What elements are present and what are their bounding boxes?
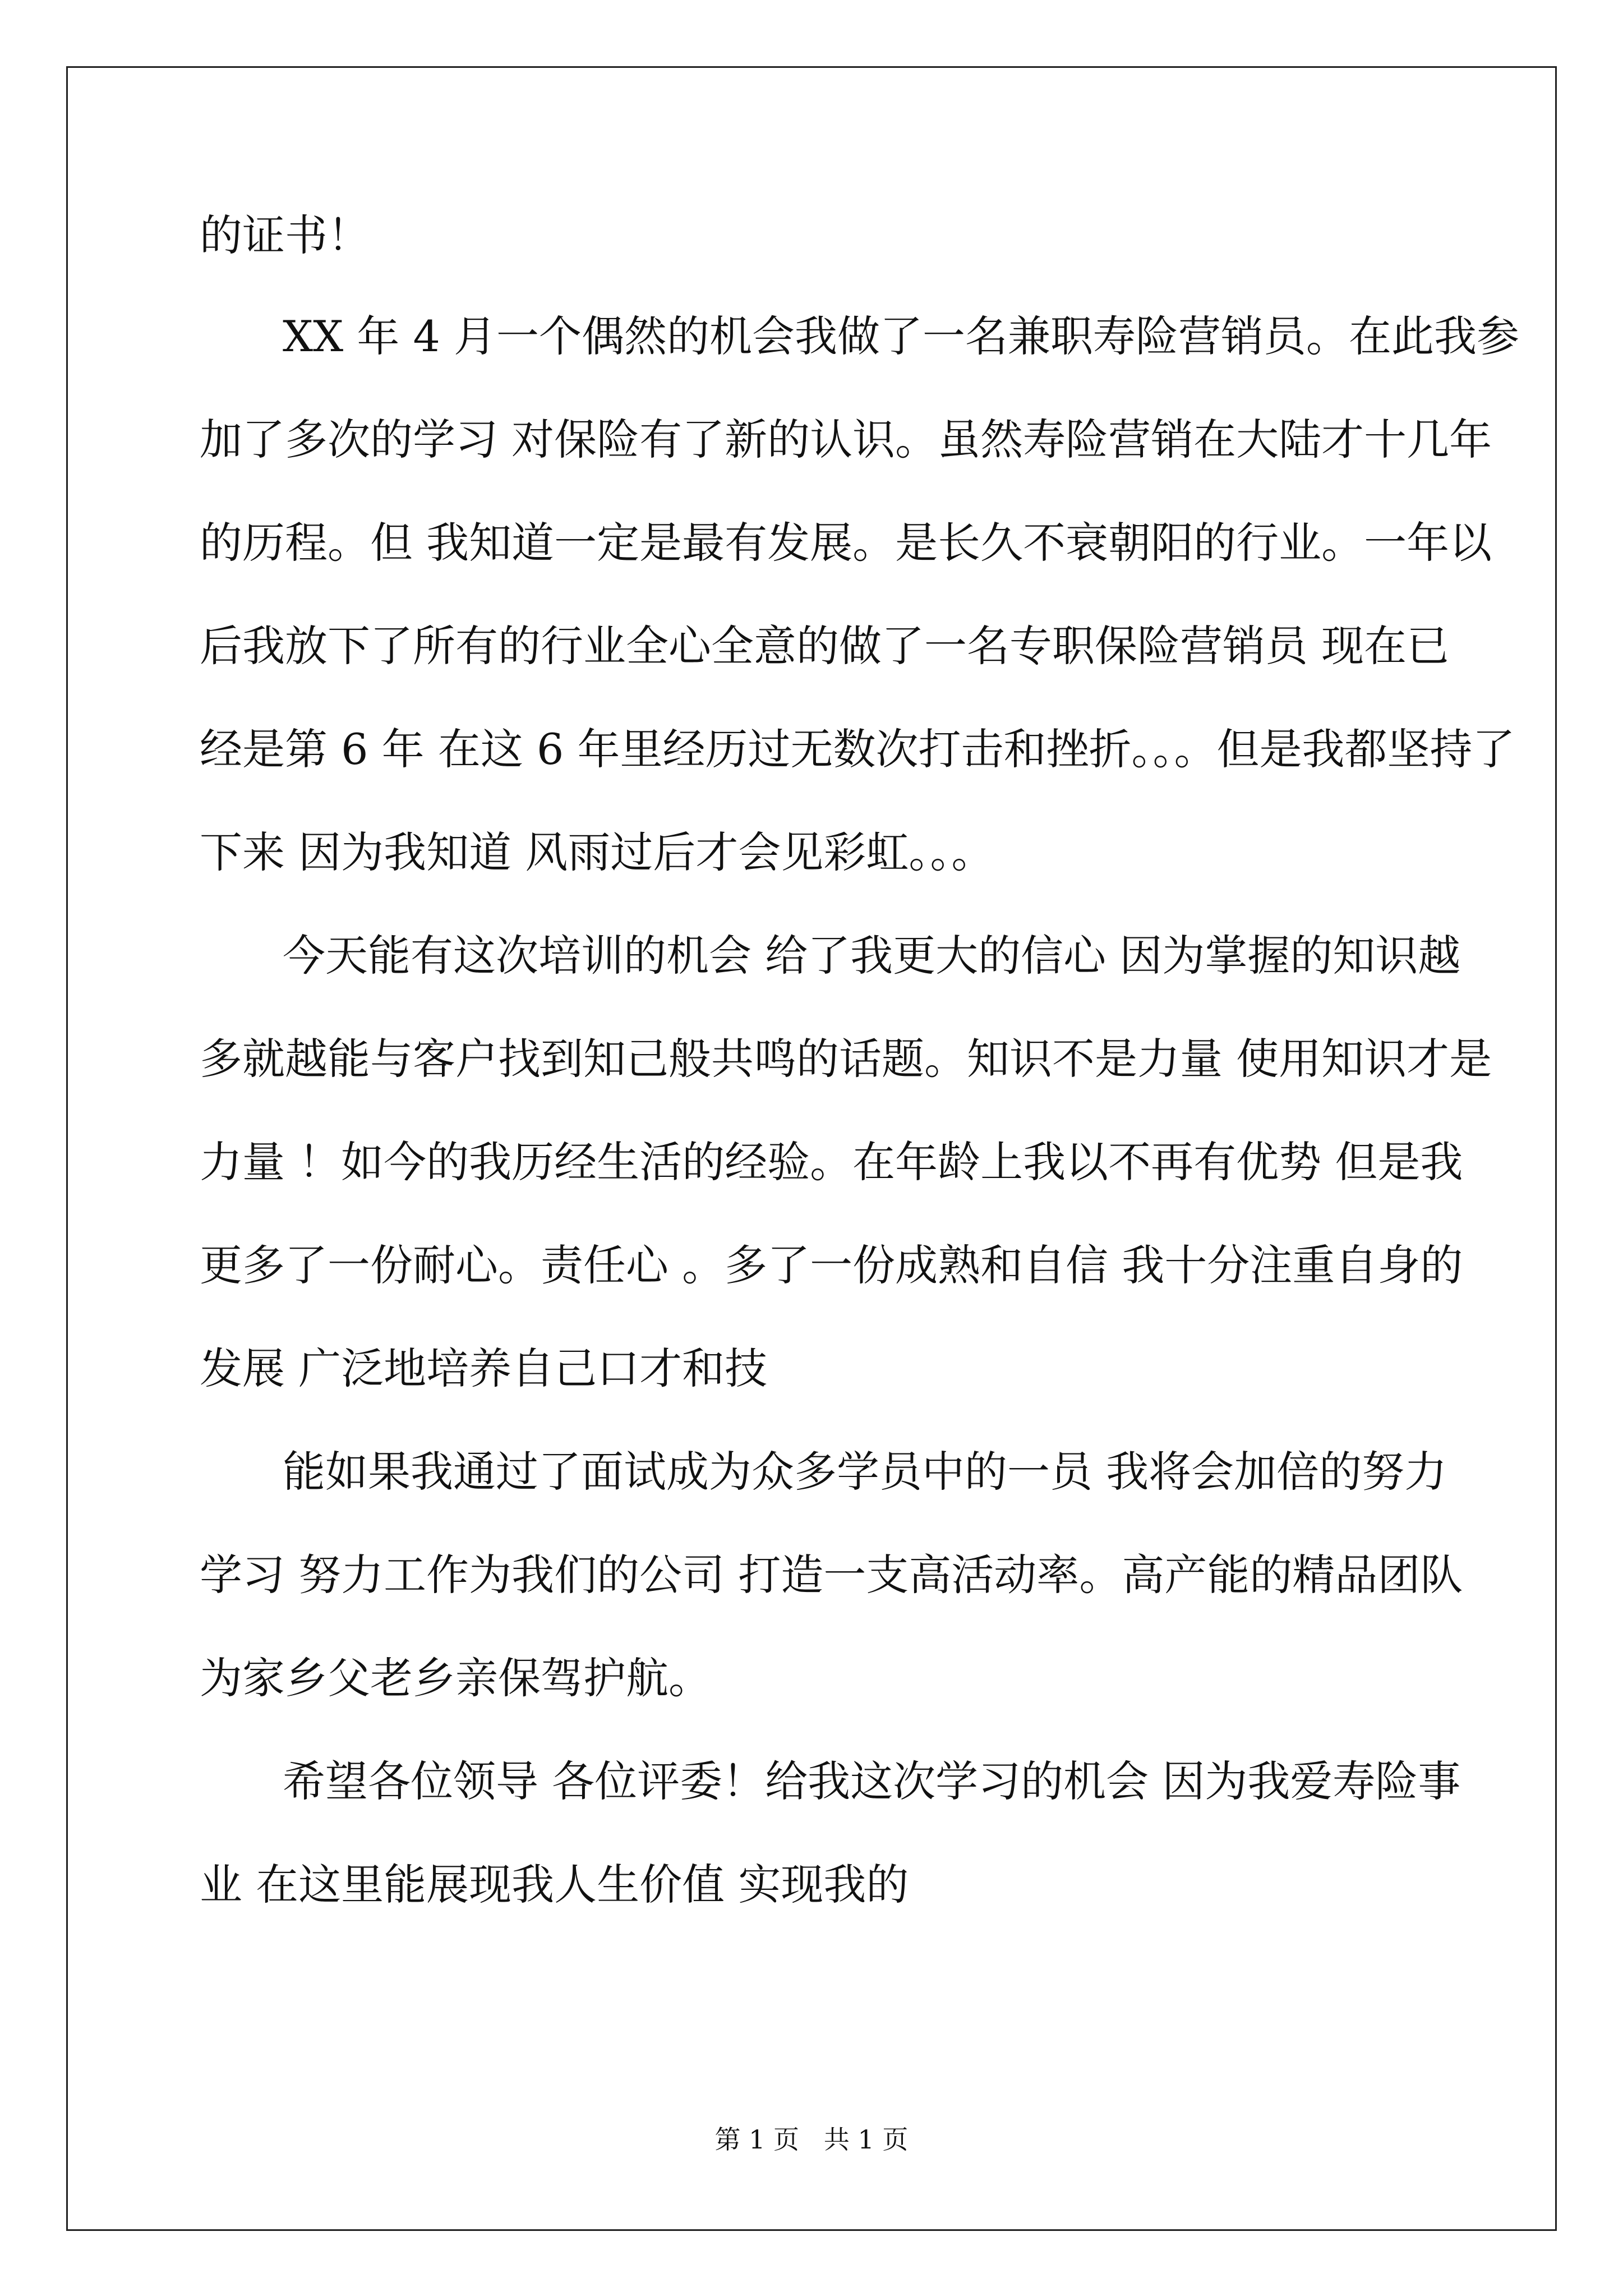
text-line: 下来 因为我知道 风雨过后才会见彩虹。。。: [200, 827, 994, 877]
page-footer: 第 1 页 共 1 页: [714, 2124, 909, 2155]
text-line: 加了多次的学习 对保险有了新的认识。虽然寿险营销在大陆才十几年: [200, 415, 1492, 464]
text-line: 力量 ！如今的我历经生活的经验。在年龄上我以不再有优势 但是我: [200, 1137, 1463, 1187]
text-line: XX 年 4 月一个偶然的机会我做了一名兼职寿险营销员。在此我参: [283, 311, 1520, 361]
text-line: 发展 广泛地培养自己口才和技: [200, 1343, 768, 1393]
text-line: 的历程。但 我知道一定是最有发展。是长久不衰朝阳的行业。一年以: [200, 518, 1492, 568]
text-line: 更多了一份耐心。责任心 。多了一份成熟和自信 我十分注重自身的: [200, 1240, 1463, 1290]
text-line: 的证书！: [200, 210, 370, 260]
text-line: 今天能有这次培训的机会 给了我更大的信心 因为掌握的知识越: [283, 931, 1461, 981]
text-line: 业 在这里能展现我人生价值 实现我的: [200, 1860, 909, 1910]
text-line: 能如果我通过了面试成为众多学员中的一员 我将会加倍的努力: [283, 1447, 1447, 1497]
text-line: 多就越能与客户找到知己般共鸣的话题。知识不是力量 使用知识才是: [200, 1034, 1492, 1084]
text-line: 后我放下了所有的行业全心全意的做了一名专职保险营销员 现在已: [200, 621, 1450, 671]
text-line: 希望各位领导 各位评委！给我这次学习的机会 因为我爱寿险事: [283, 1756, 1461, 1806]
text-line: 学习 努力工作为我们的公司 打造一支高活动率。高产能的精品团队: [200, 1550, 1463, 1600]
text-line: 为家乡父老乡亲保驾护航。: [200, 1653, 711, 1703]
text-line: 经是第 6 年 在这 6 年里经历过无数次打击和挫折。。。但是我都坚持了: [200, 724, 1515, 774]
